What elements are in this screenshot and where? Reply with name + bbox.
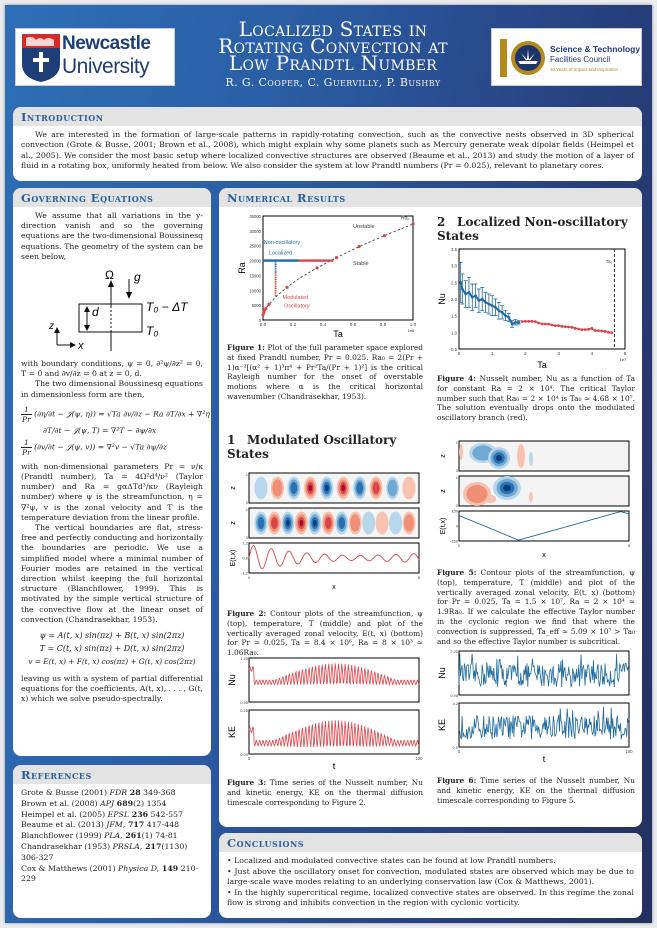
localized-point [468, 291, 471, 294]
contour-cell [486, 495, 496, 503]
newcastle-university-logo [15, 28, 175, 86]
figure-4-nusselt-vs-taylor-chart [433, 245, 639, 371]
section-heading: Introduction [13, 107, 642, 126]
x-tick-label: 100 [625, 749, 633, 754]
contour-cell [403, 477, 416, 500]
y-tick-label: 15000 [249, 273, 261, 279]
y-tick-label: 2.20 [450, 649, 458, 654]
title-line-1: Localized States in [238, 17, 428, 41]
section-heading: Numerical Results [219, 188, 642, 207]
figure-6-time-series-chart [433, 647, 639, 772]
modulated-point [587, 328, 590, 331]
section-number: 1 [227, 433, 236, 447]
figure-5-contour-plots [433, 438, 639, 566]
reference-authors: Blanchflower (1999) [21, 831, 105, 841]
stfc-ten-years-emblem-icon [496, 33, 546, 83]
reference-list [13, 784, 211, 889]
caption-label: Figure 1: [227, 343, 265, 352]
plot-frame [459, 651, 629, 695]
conclusions-section [219, 833, 642, 918]
y-axis-label: z [440, 489, 447, 493]
y-tick-label: 0 [245, 500, 248, 505]
localized-point [491, 304, 494, 307]
x-axis-label: x [332, 584, 336, 591]
y-tick-label: 0 [455, 523, 458, 529]
x-tick-label: 5 [623, 351, 627, 356]
logo-text-line1: Science & Technology [550, 44, 641, 54]
figure-2-caption [227, 609, 423, 658]
modulated-point [554, 324, 557, 327]
x-axis-label: Ta [333, 329, 343, 339]
reference-item [21, 788, 203, 799]
x-offset-label: 1e8 [407, 328, 415, 333]
y-axis-label: z [440, 454, 447, 458]
eq-fraction-num: 1 [21, 405, 32, 415]
logo-text-line3: 10 Years of Impact and Inspiration [550, 67, 619, 72]
figure-3-time-series-chart [223, 654, 427, 774]
geometry-diagram [21, 265, 203, 357]
reference-authors: Heimpel et al. (2005) [21, 809, 108, 819]
annotation-modulated: Modulated [282, 295, 309, 302]
reference-item [21, 864, 203, 886]
modulated-point [537, 322, 540, 325]
x-tick-label: 0 [457, 543, 461, 548]
localized-point [478, 299, 481, 302]
localized-point [514, 321, 517, 324]
y-tick-label: 1.2 [242, 540, 248, 546]
figure-3-caption [227, 778, 423, 807]
logo-text-line2: University [62, 55, 150, 78]
paragraph: with boundary conditions, ψ = 0, ∂²ψ/∂z² = 0, T = 0 and ∂v/∂z = 0 at z = 0, d. [21, 359, 203, 379]
introduction-section [13, 107, 642, 181]
reference-pages: (2) 1354 [133, 798, 167, 808]
y-tick-label: 1.0 [451, 330, 457, 336]
title-line-2: Rotating Convection at [218, 34, 448, 58]
paragraph: with non-dimensional parameters Pr = ν/κ (Prandtl number), Ta = 4Ω²d⁴/ν² (Taylor number) and Ra = gαΔTd³/κν (Rayleigh number) where ψ is the streamfunction, η = ∇²ψ, v is the zonal velocity and T is the temperature deviation from the linear profile. [21, 461, 203, 522]
y-axis-label: Nu [227, 674, 237, 686]
modulated-point [590, 327, 593, 330]
poster-title [183, 17, 483, 89]
onset-point [335, 256, 338, 259]
onset-point [315, 266, 318, 269]
localized-point [471, 296, 474, 299]
modulated-point [534, 320, 537, 323]
reference-item [21, 842, 203, 864]
y-tick-label: 1 [245, 472, 248, 477]
reference-item [21, 810, 203, 821]
bottom-temperature-label: T₀ [146, 324, 159, 339]
contour-cell [273, 479, 283, 496]
localized-point [474, 294, 477, 297]
eq-fraction-num: 1 [21, 438, 32, 448]
z-axis-label: z [49, 321, 54, 333]
reference-journal: APJ [100, 798, 115, 808]
x-offset-label: 1e7 [619, 357, 627, 362]
reference-journal: PRSLA, [112, 841, 143, 851]
section-title-text: Modulated Oscillatory States [227, 433, 397, 461]
contour-cell [373, 482, 380, 494]
eq-fraction-den: Pr [22, 447, 31, 457]
section-heading: Conclusions [219, 833, 642, 852]
y-tick-label: 20000 [249, 258, 261, 264]
figure-2-contour-plots [223, 470, 427, 606]
y-tick-label: 25000 [249, 243, 261, 249]
x-tick-label: 4 [590, 351, 594, 356]
annotation-stable: Stable [353, 261, 369, 268]
section-number: 2 [437, 215, 446, 229]
conclusion-bullet: • Just above the oscillatory onset for convection, modulated states are observed which may be due to large-scale wave modes relating to an underlying conservation law (Cox & Matthews, 2001). [227, 866, 634, 886]
contour-cell [496, 455, 502, 461]
onset-point [267, 303, 270, 306]
y-axis-label: E(t,x) [440, 517, 447, 535]
reference-volume: 149 [159, 863, 179, 873]
reference-journal: JFM, [106, 820, 126, 830]
y-tick-label: 1.5 [451, 313, 457, 319]
onset-point [285, 286, 288, 289]
y-axis-label: E(t,x) [230, 549, 237, 567]
x-axis-label: x [78, 340, 84, 353]
caption-label: Figure 2: [227, 609, 267, 618]
localized-point [488, 303, 491, 306]
annotation-non-oscillatory: Non-oscillatory [263, 240, 301, 247]
localized-point [464, 293, 467, 296]
y-axis-label: z [230, 486, 237, 490]
contour-cell [300, 520, 304, 526]
equation-1: (∂η/∂t − 𝒥(ψ, η)) = √Ta ∂v/∂z − Ra ∂T/∂x + ∇²η [34, 409, 210, 419]
y-tick-label: 35000 [249, 214, 261, 219]
modulated-point [557, 324, 560, 327]
x-tick-label: 0 [457, 749, 461, 754]
x-tick-label: 1 [490, 351, 494, 356]
y-axis-label: KE [227, 725, 237, 739]
contour-cell [356, 482, 363, 494]
logo-text-line1: Newcastle [62, 33, 151, 54]
contour-cell [271, 517, 278, 529]
modulated-point [574, 327, 577, 330]
section-2-title [437, 215, 635, 243]
modulated-point [584, 328, 587, 331]
y-tick-label: 0 [245, 535, 248, 540]
conclusion-bullet: • In the highly supercritical regime, localized convective states are observed. In this regime the zonal flow is strong and inhibits convection in the region with cyclonic vorticity. [227, 887, 634, 907]
y-tick-label: 2.5 [451, 280, 457, 286]
contour-cell [529, 452, 533, 466]
modulated-point [570, 326, 573, 329]
y-tick-label: 0.0 [242, 555, 248, 561]
contour-cell [529, 492, 533, 502]
contour-cell [362, 512, 375, 535]
caption-text: Nusselt number, Nu as a function of Ta for constant Ra = 2 × 10⁴. The critical Taylor number such that Ra₀ = 2 × 10⁴ is Ta₀ ≈ 4.68 × 10⁷. The solution eventually drops onto the modulated oscillatory branch (red). [437, 374, 636, 423]
contour-cell [258, 517, 265, 529]
modulated-point [544, 323, 547, 326]
caption-label: Figure 5: [437, 568, 477, 577]
plot-frame [249, 543, 419, 573]
onset-point [264, 307, 267, 310]
depth-label: d [92, 305, 99, 320]
figure-1-caption [227, 343, 423, 402]
paragraph: leaving us with a system of partial differential equations for the coefficients, A(t, x), . . . , G(t, x) which we solve pseudo-spectrally. [21, 673, 203, 704]
y-tick-label: 0.00 [240, 752, 248, 757]
localized-point [481, 298, 484, 301]
localized-point [511, 323, 514, 326]
y-tick-label: 0.25 [240, 708, 248, 713]
x-tick-label: 0.6 [349, 322, 357, 327]
x-axis-label: Ta [537, 360, 547, 370]
omega-label: Ω [105, 268, 114, 283]
x-tick-label: 0.2 [289, 322, 297, 327]
y-tick-label: 3.0 [451, 263, 457, 269]
contour-cell [459, 444, 463, 460]
reference-volume: 689 [114, 798, 134, 808]
x-tick-label: 8 [627, 543, 631, 548]
contour-cell [404, 514, 414, 531]
contour-cell [325, 485, 329, 491]
reference-journal: Physica D, [118, 863, 160, 873]
reference-authors: Cox & Matthews (2001) [21, 863, 119, 873]
governing-equations-section [13, 188, 211, 756]
caption-text: Contour plots of the streamfunction, ψ (top), temperature, T (middle) and plot of the vertically averaged zonal velocity, E(t, x) (bottom) for Pr = 0.025, Ta = 1.5 × 10⁷, Ra = 2 × 10⁴ ≈ 1.9Ra₀. If we calculate the effective Taylor number in the cyclonic region we find that where the convection is suppressed, Ta_eff ≈ 5.09 × 10⁷ > Ta₀ and so the effective Taylor number is subcritical. [437, 568, 635, 646]
annotation-unstable: Unstable [353, 223, 375, 230]
x-tick-label: 0 [457, 351, 461, 356]
y-tick-label: 5000 [251, 303, 261, 309]
reference-pages: 349-368 [140, 788, 176, 797]
shield-icon [22, 34, 60, 82]
section-heading: References [13, 765, 211, 784]
modulated-point [527, 320, 530, 323]
section-heading: Governing Equations [13, 188, 211, 207]
title-line-3: Low Prandtl Number [228, 51, 438, 75]
caption-label: Figure 6: [437, 776, 477, 785]
caption-label: Figure 4: [437, 374, 476, 383]
equation-v: v = E(t, x) + F(t, x) cos(πz) + G(t, x) cos(2πz) [28, 657, 196, 667]
paragraph: The two dimensional Boussinesq equations in dimensionless form are then, [21, 379, 203, 399]
reference-item [21, 820, 203, 831]
reference-authors: Brown et al. (2008) [21, 798, 101, 808]
x-axis-label: x [542, 552, 546, 559]
caption-text: Plot of the full parameter space explored at fixed Prandtl number, Pr = 0.025. Ra₀ = 2(Pr + 1)α⁻²[(α² + 1)³π⁴ + Pr²Ta/(Pr + 1)²] is the critical Rayleigh number for the onset of overstable motions where α is the critical horizontal wavenumber (Chandrasekhar, 1953). [227, 343, 423, 401]
reference-volume: 236 [129, 809, 149, 819]
onset-point [383, 234, 386, 237]
reference-journal: FDR [109, 788, 128, 797]
y-axis-label: z [230, 521, 237, 525]
reference-authors: Grote & Busse (2001) [21, 788, 110, 797]
figure-6-caption [437, 776, 635, 805]
contour-cell [309, 485, 313, 491]
section-1-title [227, 433, 423, 461]
caption-text: Time series of the Nusselt number, Nu and kinetic energy, KE on the thermal diffusion timescale corresponding to Figure 5. [437, 776, 635, 805]
modulated-point [607, 331, 610, 334]
localized-point [508, 316, 511, 319]
reference-pages: 542-557 [148, 809, 183, 819]
onset-point [357, 245, 360, 248]
modulated-point [597, 329, 600, 332]
reference-authors: Chandrasekhar (1953) [21, 841, 113, 851]
y-tick-label: 0.95 [450, 693, 458, 698]
contour-cell [291, 482, 298, 494]
modulated-point [580, 328, 583, 331]
contour-cell [376, 512, 389, 535]
reference-volume: 217 [142, 841, 162, 851]
eq-fraction-den: Pr [22, 414, 31, 424]
boussinesq-equations [21, 404, 210, 457]
y-tick-label: 3.5 [451, 247, 457, 252]
y-tick-label: 1.20 [240, 656, 248, 661]
conclusion-bullet: • Localized and modulated convective states can be found at low Prandtl numbers. [227, 856, 556, 865]
equation-3: (∂v/∂t − 𝒥(ψ, v)) = ∇²v − √Ta ∂ψ/∂z [34, 442, 167, 452]
contour-cell [389, 512, 402, 535]
contour-cell [503, 485, 511, 492]
reference-volume: 717 [125, 820, 145, 830]
contour-cell [341, 485, 345, 491]
x-tick-label: 0.8 [379, 322, 387, 327]
poster [5, 5, 652, 923]
y-tick-label: 1 [455, 475, 458, 480]
logo-text-line2: Facilities Council [550, 55, 611, 64]
caption-text: Time series of the Nusselt number, Nu and kinetic energy, KE on the thermal diffusion timescale corresponding to Figure 2. [227, 778, 423, 807]
reference-volume: 261 [122, 831, 142, 841]
x-tick-label: 100 [415, 756, 423, 761]
x-tick-label: 8 [417, 575, 421, 580]
contour-cell [338, 517, 345, 529]
y-tick-label: 0 [455, 468, 458, 473]
contour-cell [325, 517, 332, 529]
x-tick-label: 0.4 [319, 322, 327, 327]
reference-journal: EPSL [107, 809, 130, 819]
y-tick-label: -150 [449, 538, 458, 544]
stfc-logo [491, 28, 642, 86]
reference-pages: 417-448 [144, 820, 180, 830]
modulated-point [541, 323, 544, 326]
localized-point [461, 288, 464, 291]
plot-frame [459, 249, 625, 349]
y-tick-label: 2.0 [451, 297, 457, 302]
modulated-point [547, 323, 550, 326]
contour-cell [255, 477, 268, 500]
contour-cell [286, 520, 290, 526]
x-tick-label: 2 [524, 351, 527, 356]
plot-frame [249, 710, 419, 754]
contour-cell [388, 479, 398, 496]
equation-psi: ψ = A(t, x) sin(πz) + B(t, x) sin(2πz) [39, 631, 185, 641]
modulated-point [600, 330, 603, 333]
annotation-localized: Localized [269, 250, 293, 257]
y-axis-label: Ra [237, 262, 247, 274]
x-tick-label: 0.0 [259, 322, 267, 327]
caption-label: Figure 3: [227, 778, 267, 787]
y-tick-label: 10000 [249, 288, 261, 294]
introduction-text: We are interested in the formation of large-scale patterns in rapidly-rotating convection, such as the convective nests observed in 3D spherical convection (Grote & Busse, 2001; Brown et al., 2008), which might explain why some planets such as Mercury generate weak dipolar fields (Heimpel et al., 2005). We consider the most basic setup where localized convective structures are observed (Beaume et al., 2013) and study the motion of a layer of fluid in a rotating box, uniformly heated from below. We also consider the system at low Prandtl numbers (Pr = 0.025), relevant to planetary cores. [21, 130, 634, 170]
x-tick-label: 3 [557, 351, 560, 356]
caption-text: Contour plots of the streamfunction, ψ (top), temperature, T (middle) and plot of the vertically averaged zonal velocity, E(t, x) (bottom) for Pr = 0.025, Ta = 8.4 × 10⁶, Ra = 8 × 10³ ≈ 1.06Ra₀. [227, 609, 423, 658]
reference-pages: (1) 74-81 [141, 831, 178, 841]
annotation-oscillatory: Oscillatory [284, 303, 310, 310]
localized-point [504, 314, 507, 317]
contour-cell [517, 444, 525, 468]
modulated-point [524, 320, 527, 323]
contour-cell [466, 485, 487, 503]
equation-2: ∂T/∂t − 𝒥(ψ, T) = ∇²T − ∂ψ/∂x [43, 425, 157, 435]
y-axis-label: KE [437, 718, 447, 732]
x-tick-label: 1.0 [409, 322, 417, 327]
annotation-ra0: Ra₀ [401, 215, 410, 222]
x-axis-label: t [542, 754, 546, 764]
reference-journal: PLA, [104, 831, 123, 841]
y-tick-label: 1 [245, 507, 248, 512]
modulated-point [577, 328, 580, 331]
reference-pages: 210-229 [21, 863, 199, 884]
modulated-point [564, 325, 567, 328]
references-section [13, 765, 211, 918]
y-tick-label: 0.95 [240, 700, 248, 705]
contour-cell [313, 520, 317, 526]
numerical-results-section [219, 188, 642, 827]
y-tick-label: 1 [455, 440, 458, 445]
modulated-point [531, 320, 534, 323]
x-axis-label: t [332, 761, 336, 771]
figure-4-caption [437, 374, 635, 423]
modulated-point [551, 324, 554, 327]
annotation-ta0: Ta₀ [605, 259, 613, 264]
y-tick-label: 30000 [249, 228, 261, 234]
equation-T: T = C(t, x) sin(πz) + D(t, x) sin(2πz) [39, 644, 185, 654]
paragraph: The vertical boundaries are flat, stress-free and perfectly conducting and horizontally the boundaries are periodic. We use a simplified model where a minimal number of Fourier modes are retained in the vertical direction whilst keeping the full horizontal structure (Blanchflower, 1999). This is motivated by the simple vertical structure of the convective flow at the linear onset of convection (Chandrasekhar, 1953). [21, 523, 203, 624]
figure-1-parameter-space-chart [223, 210, 427, 340]
y-tick-label: 0.5 [451, 347, 457, 352]
y-tick-label: 0 [455, 503, 458, 508]
localized-point [517, 321, 520, 324]
reference-authors: Beaume et al. (2013) [21, 820, 107, 830]
paragraph: We assume that all variations in the y-direction vanish and so the governing equations are the two-dimensional Boussinesq equations. The geometry of the system can be seen below, [21, 211, 203, 261]
localized-point [484, 301, 487, 304]
modulated-point [561, 325, 564, 328]
top-temperature-label: T₀ − ΔT [146, 300, 188, 315]
modulated-point [521, 320, 524, 323]
onset-point [411, 222, 414, 225]
localized-point [494, 306, 497, 309]
modulated-point [594, 329, 597, 332]
reference-item [21, 831, 203, 842]
reference-pages: (1130) 306-327 [21, 841, 188, 862]
reference-volume: 28 [127, 788, 141, 797]
reference-item [21, 799, 203, 810]
y-tick-label: 0 [258, 318, 261, 323]
authors: R. G. Cooper, C. Guervilly, P. Bushby [225, 76, 441, 89]
y-tick-label: 150 [451, 508, 458, 514]
modulated-point [567, 326, 570, 329]
y-tick-label: 0.0 [452, 745, 458, 750]
x-tick-label: 0 [247, 575, 251, 580]
gravity-label: g [134, 270, 141, 285]
y-axis-label: Nu [437, 667, 447, 679]
x-tick-label: 0 [247, 756, 251, 761]
localized-point [459, 281, 462, 284]
section-title-text: Localized Non-oscillatory States [437, 215, 628, 243]
modulated-point [604, 330, 607, 333]
modulated-point [610, 331, 613, 334]
y-tick-label: 4.2 [452, 701, 458, 706]
contour-cell [350, 514, 360, 531]
y-axis-label: Nu [437, 293, 447, 305]
localized-point [498, 309, 501, 312]
y-tick-label: -1.2 [241, 570, 248, 576]
figure-5-caption [437, 568, 635, 646]
localized-point [501, 311, 504, 314]
